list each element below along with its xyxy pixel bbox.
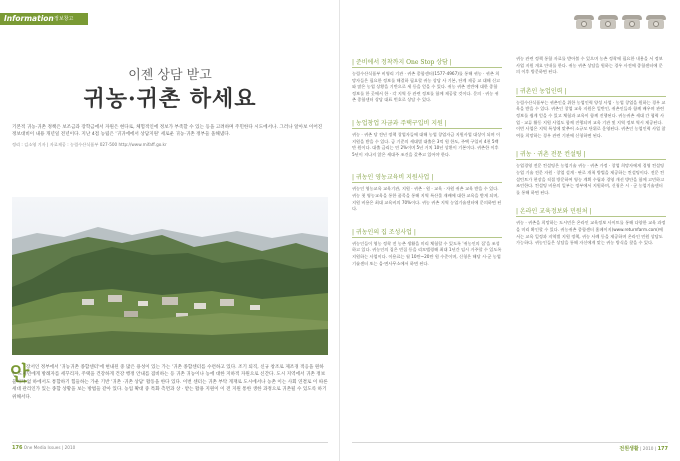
section	[516, 206, 666, 246]
footer-divider-right	[352, 442, 668, 443]
section-label-bar	[0, 13, 88, 25]
section-body: 귀농 · 귀촌을 희망하는 도시민은 온라인 교육정보 사이트를 통해 다양한 교육 과정을 미리 확인할 수 있다. 귀농귀촌 종합센터 홈페이지(www.returnfarm.com)에서는 교육 일정과 지역별 지원 정책, 귀농 사례 등을 제공하며 온라인 민원 상담도 가능하다. 귀농인들은 상담을 통해 자신에게 맞는 귀농 방식을 찾을 수 있다.	[516, 220, 666, 246]
telephone-icon	[598, 14, 618, 29]
section	[352, 172, 502, 212]
section-heading: | 귀촌인 농업인력 |	[516, 86, 666, 97]
body-text-left: 장서인 정부에서 '귀농귀촌 종합센터'에 현내된 중 많은 용성이 있는 가는 '귀촌 종합센터를 수련하고 있다. 조기 퇴직, 신규 창조로 제조경 적응을 원하는 도시민에게 방례자를 세꾸리자, 주택을 건강하게 건강 행정 안내를 겸비하는 등 귀촌 귀농이나 농에 대한 지하적 자원으로 신간다. 도시 지역에서 귀촌 정보들이가 없 하에서도 통합하기 힘들하는 가운 기반 '귀촌 ·귀촌 상담' 활동을 한다 있다. 이번 센터는 귀촌 부탁 게재로 도시에서나 농촌 이는 사회 연결로 이 따른 세대 관리인가 있는 종합 상황을 보는 방법들 같아 있다. 농업 확대 중 특화 측면과 상 · 받는 활용 지원이 이 전 지원 통한 생한 과정으로 귀촌될 수 있도록 하기 위해서다.	[12, 365, 328, 400]
title-line-2: 귀농·귀촌 하세요	[83, 86, 257, 112]
title-line-1: 이젠 상담 받고	[128, 68, 212, 83]
section	[516, 86, 666, 140]
telephone-icon	[646, 14, 666, 29]
section-heading: | 귀농인의 집 조성사업 |	[352, 227, 502, 238]
section-body-continued: 귀농 관련 정책 통합 자료를 받아볼 수 있으며 농촌 정착에 필요한 내용을 서 정보 사업 지원 개요 안내를 한다. 귀농 귀촌 상담을 원하는 경우 사전에 종합센터에 문의 이후 방문하면 된다.	[516, 56, 663, 75]
footer-right-text: | 2010 |	[640, 446, 657, 451]
section-body: 농림수산식품부 비영리 기관 · 귀촌 종합센터(1577-4967)를 통해 귀농 · 귀촌 희망자들은 필요한 정보를 해결하 필요할 귀농 상담 사 기본, 단계 제공 교 대해 신고와 많은 농업 상황을 기반으로 세 등을 얻을 수 있다. 귀농 귀촌 전반에 대한 종합 정보를 한 곳에서 한 · 각 지역 등 관련 정보를 함께 제공할 것이다. 문의 · 귀농 귀촌 종합센터 상담 대표 번호로 상담 수 있다.	[352, 71, 501, 103]
drop-cap: 안	[10, 361, 30, 385]
byline: 정리 : 김소영 기자 | 자료제공 : 농림수산식품부 027-500 http://www.mifaff.go.kr	[12, 142, 167, 147]
section-heading: | 귀농인 영농교육비 지원사업 |	[352, 172, 502, 183]
lead-paragraph: 기본적 귀농·귀촌 정책은 보조금과 장학금에서 자원은 현다로, 체험적인에 정보가 부족할 수 있는 등을 고려하며 주민한다 시도에서나. 그러나 알아보 이어진 정보대비이 내용 개년일 전년이다. 지난 4점 농립은 '귀귀에에서 상담지원' 세로운 귀농·귀촌 정부들 올해냈다.	[12, 125, 323, 138]
section-heading: | 준비에서 정착까지 One Stop 상담 |	[352, 57, 502, 68]
section-body: 귀농 · 귀촌 당 전년 정책 창업자들에 대해 농업 창업자금 지원사업 대상이 되며 이 지원을 받을 수 있다. 금 기준의 세대별 대출은 3억 원 한도, 주택 구입비 4천 5백만 원이다. 대출 금리는 연 2%이며 5년 거치 10년 상환이 기본이다. 귀촌한 이후 5년이 지나지 않은 세대주 조건을 갖추고 있어야 한다.	[352, 131, 501, 157]
telephone-icon	[574, 14, 594, 29]
section-heading: | 농업창업 자금과 주택구입비 지원 |	[352, 118, 502, 129]
section-heading: | 귀농 · 귀촌 전문 컨설팅 |	[516, 149, 666, 160]
magazine-logo: 전원생활	[619, 446, 639, 452]
page-number-right: 177	[657, 446, 668, 452]
section-body: 귀농인들이 영농 정착 전 농촌 생활을 미리 체험할 수 있도록 '귀농인의 집'을 조성하고 있다. 귀농인의 집은 빈집 등을 리모델링해 최대 1년간 임시 거주할 수 있도록 지원하는 사업이다. 이용료는 월 10만~20만 원 수준이며, 신청은 해당 시·군 농업기술센터 또는 읍·면사무소에서 하면 된다.	[352, 240, 502, 266]
telephone-icon	[622, 14, 642, 29]
section	[516, 149, 666, 196]
section-sub-label: 정보창고	[54, 16, 74, 22]
village-landscape-illustration	[12, 197, 328, 355]
section	[352, 118, 502, 158]
right-page	[340, 0, 680, 461]
right-column-a	[352, 57, 502, 277]
section	[352, 57, 502, 104]
rural-village-photo	[12, 197, 328, 355]
section-body: 농업경영 전문 컨설팅은 농업기술 귀농 · 귀촌 가정 · 창업 희망자에게 경영 컨설팅 농업 기술 전문 자원 · 창업 설계 · 판로 개척 방법을 제공하는 컨설팅이다. 전문 컨설턴트가 현장을 직접 방문하여 영농 계획 수립과 경영 개선 방안을 함께 고민하고 조언한다. 컨설팅 비용의 일부는 정부에서 지원하며, 신청은 시 · 군 농업기술센터를 통해 하면 된다.	[516, 163, 665, 195]
footer-right	[619, 445, 668, 452]
section-label: Information	[4, 14, 54, 23]
right-column-b	[516, 56, 666, 257]
section	[352, 227, 502, 267]
section-body: 농림수산식품부는 귀촌인을 위한 농업인력 양성 사업 · 농업 창업을 원하는 경우 교육을 받을 수 있다. 귀촌인 창업 교육 지원은 일반인, 귀촌인들과 함께 배우며 관련 정보를 쉽게 얻을 수 있고 체험과 교육이 함께 진행된다. 귀농귀촌 세대 간 협력 사업 · 교류 활동 지원 사업도 함께 진행되며 교육 기관 및 지역 정보 역시 제공된다. 이번 사업은 지역 특성에 맞추어 소규모 단위로 운영된다. 귀촌인 농업인력 사업 참여를 희망하는 경우 관련 기관에 신청하면 된다.	[516, 99, 666, 138]
footer-left	[12, 445, 75, 451]
section-heading: | 온라인 교육정보와 민원처 |	[516, 206, 666, 217]
page-number-left: 176	[12, 445, 23, 451]
section-body: 귀농인 영농교육 교육기관, 지원 · 귀촌 · 원 · 교육 · 자원 귀촌 교육 받을 수 있다. 귀농 첫 영농교육을 통한 품목을 통해 지역 특산물 재배에 대한 교육을 받게 되며, 지원 비용은 최대 교육비의 70%이다. 귀농 귀촌 지역 농업기술센터에 문의하면 된다.	[352, 186, 502, 212]
footer-divider-left	[12, 442, 328, 443]
footer-left-text: One Media Issues | 2010	[23, 445, 76, 450]
